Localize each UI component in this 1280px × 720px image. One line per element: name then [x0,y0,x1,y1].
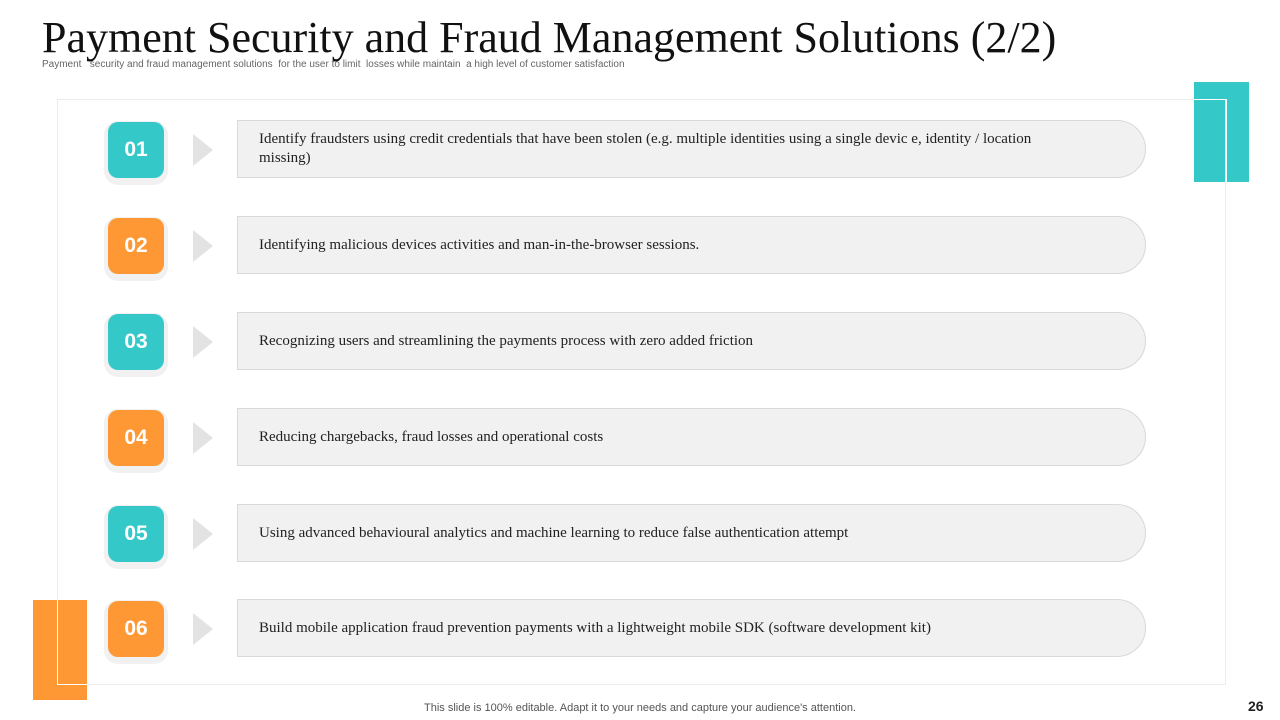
number-badge: 01 [108,122,164,178]
list-item [0,312,1280,372]
chevron-right-icon [193,518,213,550]
chevron-right-icon [193,422,213,454]
item-text-box [237,120,1146,178]
chevron-right-icon [193,326,213,358]
list-item [0,216,1280,276]
page-number: 26 [1248,698,1264,714]
frame-corner-line [57,684,87,685]
chevron-right-icon [193,230,213,262]
item-text-box [237,504,1146,562]
number-badge: 02 [108,218,164,274]
item-text: Identify fraudsters using credit credentials that have been stolen (e.g. multiple identities using a single devic e, identity / location missing) [259,131,1032,166]
list-item [0,504,1280,564]
number-badge: 03 [108,314,164,370]
item-text-box [237,312,1146,370]
slide-subtitle: Payment security and fraud management solutions for the user to limit losses while maintain a high level of customer satisfaction [42,59,625,70]
number-badge: 06 [108,601,164,657]
list-item [0,599,1280,659]
item-text: Identifying malicious devices activities and man-in-the-browser sessions. [259,236,700,253]
frame-corner-line [1194,99,1227,100]
item-text: Build mobile application fraud prevention payments with a lightweight mobile SDK (software development kit) [259,619,931,636]
chevron-right-icon [193,613,213,645]
list-item [0,120,1280,180]
item-text-box [237,216,1146,274]
list-item [0,408,1280,468]
number-badge: 05 [108,506,164,562]
content-frame [57,99,1226,685]
footer-note: This slide is 100% editable. Adapt it to your needs and capture your audience's attention. [424,702,856,714]
chevron-right-icon [193,134,213,166]
item-text-box [237,408,1146,466]
item-text: Using advanced behavioural analytics and machine learning to reduce false authentication attempt [259,524,849,541]
slide-title: Payment Security and Fraud Management Solutions (2/2) [42,13,1057,62]
item-text-box [237,599,1146,657]
item-text: Reducing chargebacks, fraud losses and operational costs [259,428,604,445]
item-text: Recognizing users and streamlining the payments process with zero added friction [259,332,754,349]
number-badge: 04 [108,410,164,466]
